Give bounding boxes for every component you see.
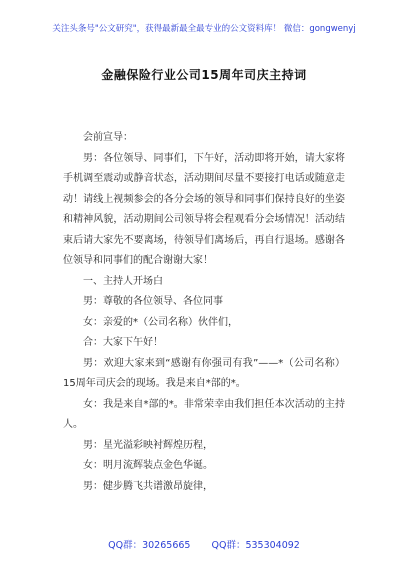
footer-qq-group-1: QQ群：30265665	[108, 540, 191, 551]
paragraph: 男：尊敬的各位领导、各位同事	[83, 296, 223, 307]
document-title: 金融保险行业公司15周年司庆主持词	[101, 68, 307, 82]
paragraph: 一、主持人开场白	[83, 275, 163, 287]
footer-qq-group-2: QQ群：535304092	[211, 540, 300, 551]
paragraph: 合：大家下午好！	[83, 337, 163, 348]
footer	[0, 537, 408, 551]
paragraph: 男：星光溢彩映衬辉煌历程，	[83, 439, 213, 451]
paragraph: 会前宣导：	[83, 132, 133, 143]
paragraph: 男：健步腾飞共谱激昂旋律，	[83, 480, 213, 492]
paragraph: 女：我是来自*部的*。非常荣幸由我们担任本次活动的主持人。	[63, 398, 345, 430]
paragraph: 女：亲爱的*（公司名称）伙伴们，	[83, 316, 238, 328]
paragraph: 男：欢迎大家来到“感谢有你强司有我”——*（公司名称）15周年司庆会的现场。我是来自*部的*。	[63, 357, 345, 389]
paragraph: 男：各位领导、同事们，下午好，活动即将开始，请大家将手机调至震动或静音状态，活动期间尽量不要接打电话或随意走动！请线上视频参会的各分会场的领导和同事们保持良好的坐姿和精神风貌，活动期间公司领导将会程观看分会场情况！活动结束后请大家先不要离场，待领导们离场后，再自行退场。感谢各位领导和同事们的配合谢谢大家！	[63, 152, 345, 266]
document-body	[63, 128, 345, 497]
paragraph: 女：明月流辉装点金色华诞。	[83, 460, 213, 471]
top-banner: 关注头条号"公文研究"，获得最新最全最专业的公文资料库！ 微信：gongwenyj	[52, 24, 356, 34]
